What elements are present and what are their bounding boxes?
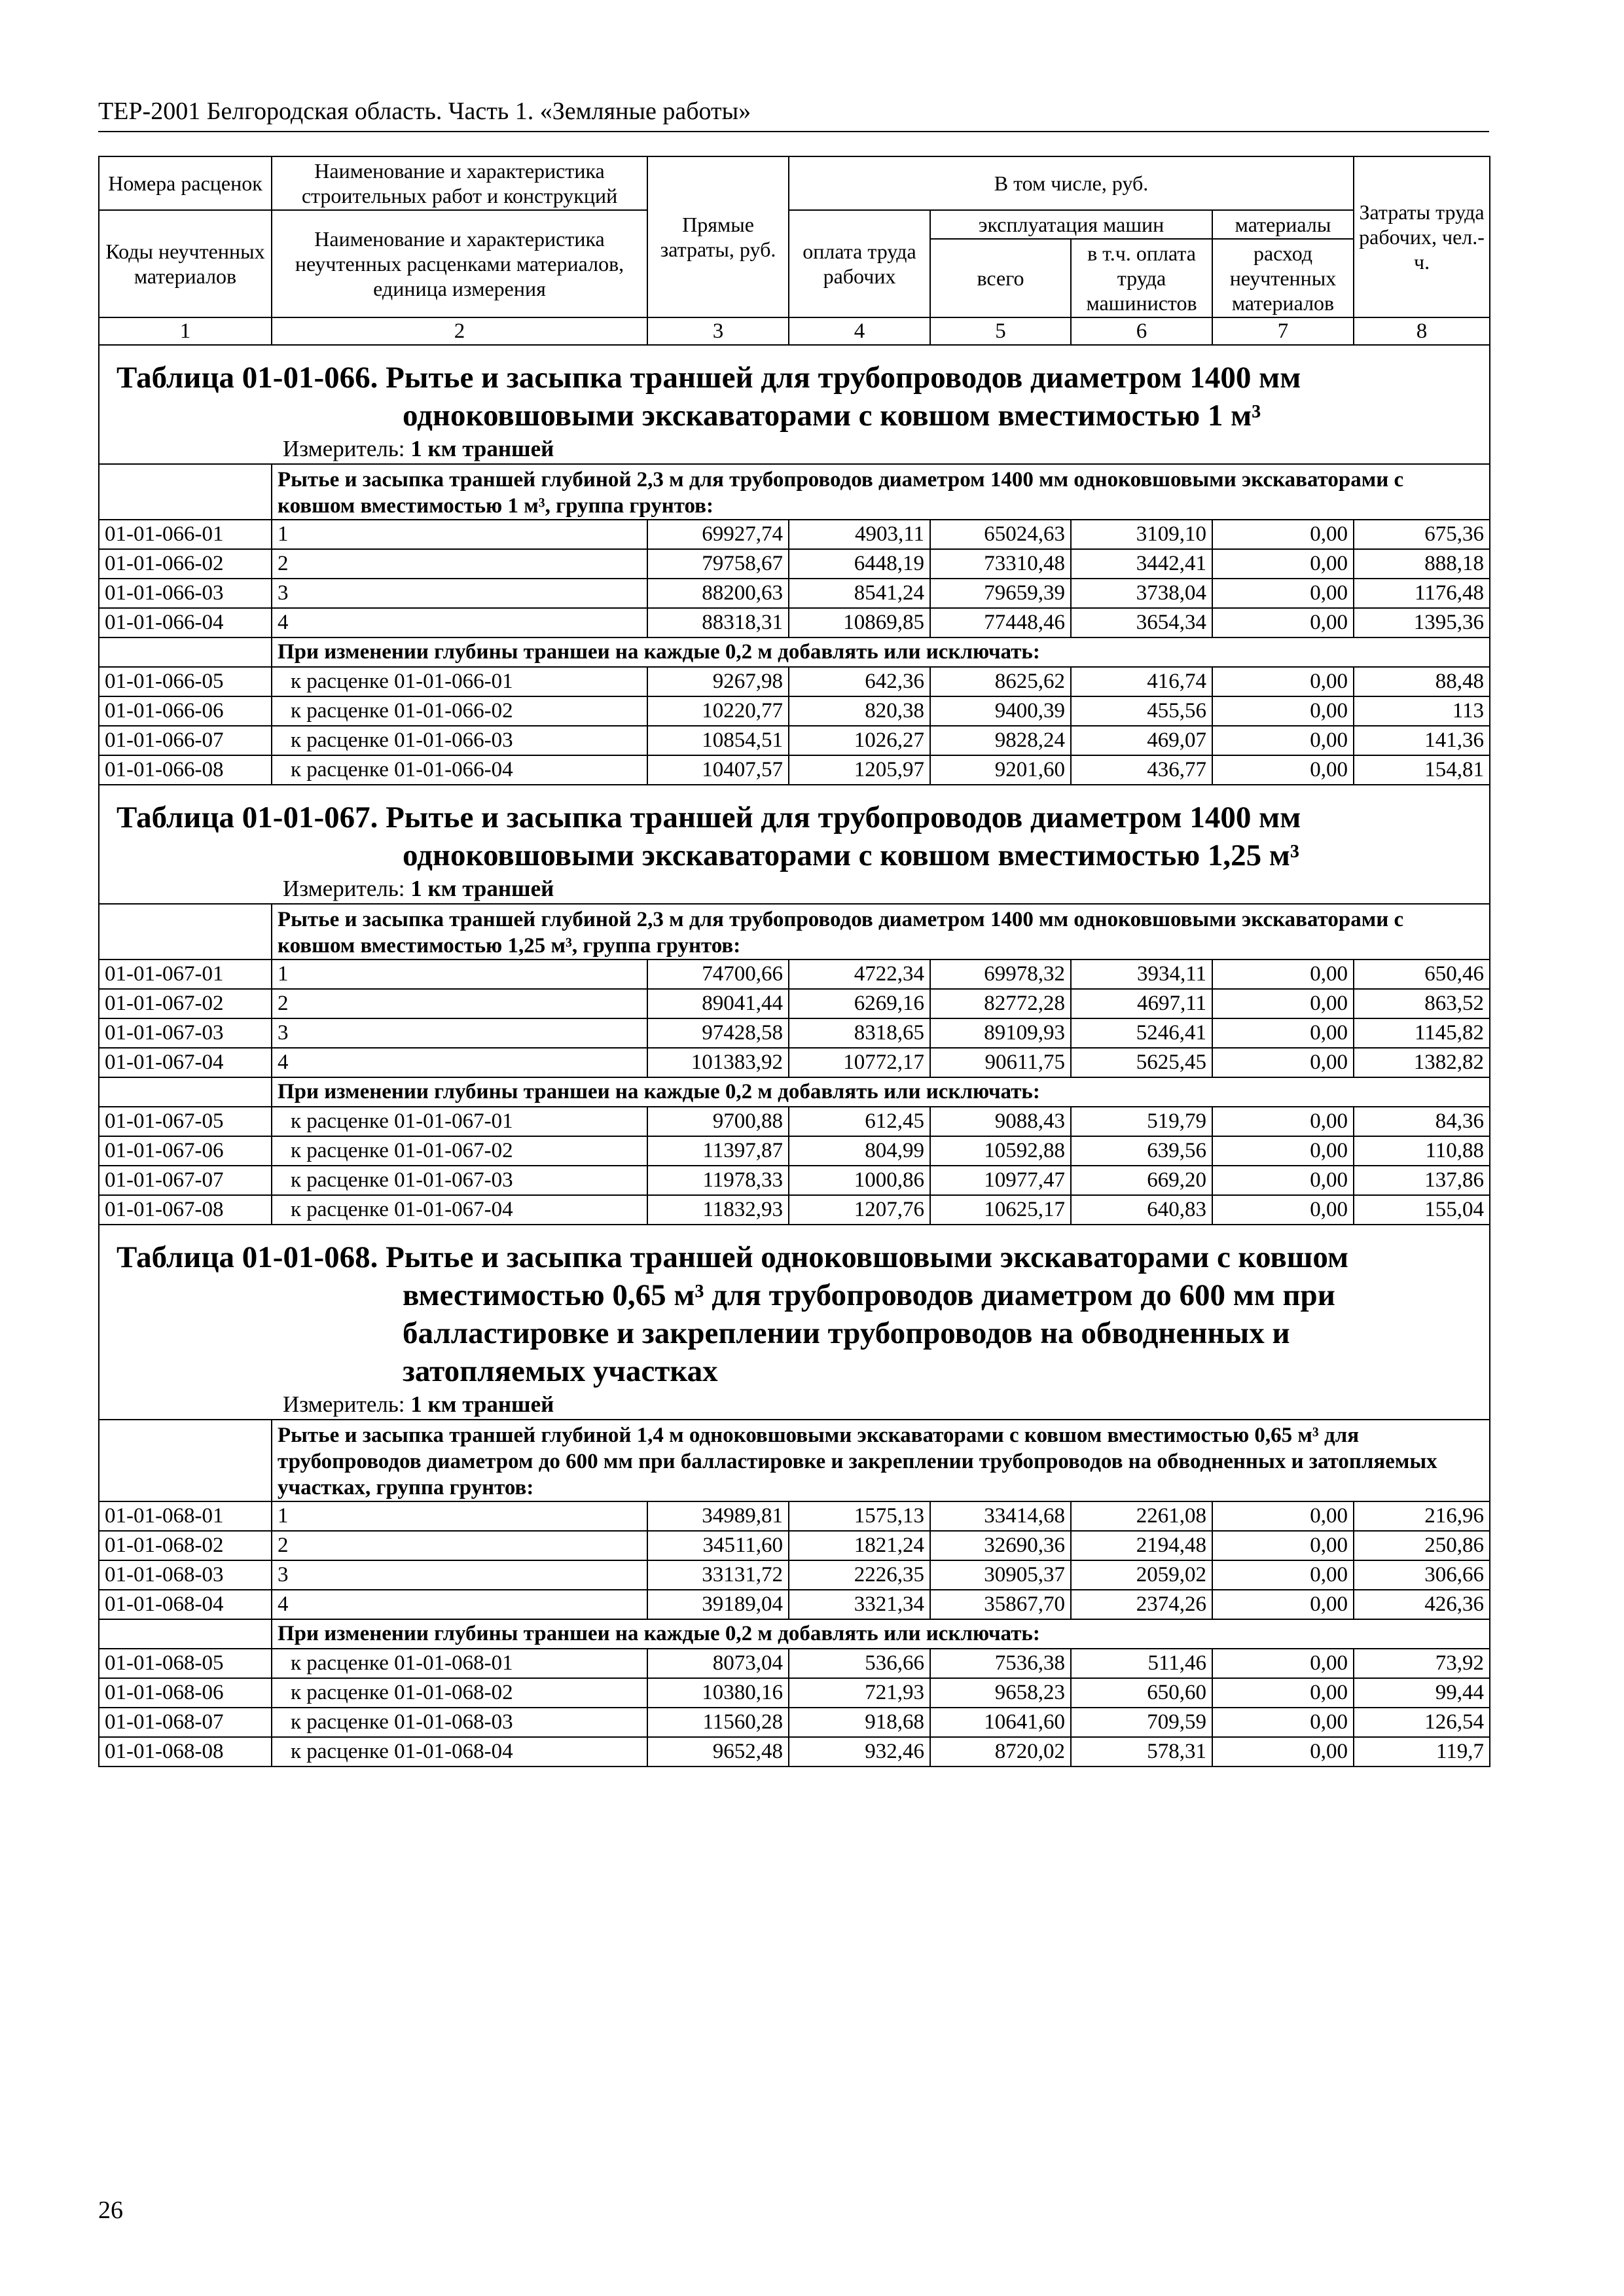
direct-costs: 34989,81 — [647, 1501, 789, 1531]
labor-pay: 10869,85 — [789, 608, 930, 637]
measure-row — [99, 435, 1490, 464]
labor-hours: 73,92 — [1354, 1649, 1490, 1678]
labor-hours: 141,36 — [1354, 726, 1490, 755]
machines-total: 69978,32 — [930, 960, 1071, 989]
column-number: 2 — [272, 317, 647, 345]
labor-hours: 216,96 — [1354, 1501, 1490, 1531]
machines-total: 10625,17 — [930, 1195, 1071, 1225]
column-number: 7 — [1212, 317, 1354, 345]
materials-use: 0,00 — [1212, 1107, 1354, 1136]
labor-hours: 113 — [1354, 696, 1490, 726]
materials-use: 0,00 — [1212, 755, 1354, 785]
materials-use: 0,00 — [1212, 1018, 1354, 1048]
machinist-pay: 709,59 — [1071, 1708, 1212, 1737]
labor-hours: 155,04 — [1354, 1195, 1490, 1225]
table-title-line: Рытье и засыпка траншей одноковшовыми экскаваторами с ковшом — [378, 1240, 1349, 1274]
machinist-pay: 5246,41 — [1071, 1018, 1212, 1048]
labor-hours: 1395,36 — [1354, 608, 1490, 637]
table-title-continuation: вместимостью 0,65 м³ для трубопроводов диаметром до 600 мм при — [403, 1278, 1335, 1312]
direct-costs: 89041,44 — [647, 989, 789, 1018]
rate-code: 01-01-066-03 — [99, 579, 272, 608]
header-row-1 — [99, 156, 1490, 210]
group-code-cell — [99, 464, 272, 520]
table-row — [99, 1737, 1490, 1767]
rate-code: 01-01-066-07 — [99, 726, 272, 755]
work-name: к расценке 01-01-066-01 — [272, 667, 647, 696]
direct-costs: 101383,92 — [647, 1048, 789, 1077]
table-row — [99, 960, 1490, 989]
labor-pay: 1575,13 — [789, 1501, 930, 1531]
table-row — [99, 1107, 1490, 1136]
labor-hours: 1176,48 — [1354, 579, 1490, 608]
table-number: Таблица 01-01-066. — [117, 361, 378, 395]
materials-use: 0,00 — [1212, 1649, 1354, 1678]
col5-header: всего — [930, 239, 1071, 317]
rate-code: 01-01-068-05 — [99, 1649, 272, 1678]
column-number: 5 — [930, 317, 1071, 345]
group-row — [99, 904, 1490, 960]
measure-value: 1 км траншей — [410, 1391, 554, 1417]
measure-value: 1 км траншей — [410, 876, 554, 901]
table-title-cell — [99, 1225, 1490, 1390]
work-name: к расценке 01-01-068-02 — [272, 1678, 647, 1708]
work-name: 1 — [272, 960, 647, 989]
materials-use: 0,00 — [1212, 1531, 1354, 1560]
materials-header: материалы — [1212, 210, 1354, 239]
materials-use: 0,00 — [1212, 960, 1354, 989]
work-name: к расценке 01-01-066-03 — [272, 726, 647, 755]
work-name: 1 — [272, 1501, 647, 1531]
column-number: 3 — [647, 317, 789, 345]
column-numbers-row — [99, 317, 1490, 345]
machinist-pay: 5625,45 — [1071, 1048, 1212, 1077]
labor-pay: 804,99 — [789, 1136, 930, 1166]
work-name: к расценке 01-01-068-04 — [272, 1737, 647, 1767]
direct-costs: 11978,33 — [647, 1166, 789, 1195]
depth-change-code-cell — [99, 1077, 272, 1107]
work-name: 1 — [272, 520, 647, 549]
labor-pay: 8541,24 — [789, 579, 930, 608]
depth-change-code-cell — [99, 637, 272, 667]
labor-hours: 126,54 — [1354, 1708, 1490, 1737]
materials-use: 0,00 — [1212, 579, 1354, 608]
labor-pay: 6448,19 — [789, 549, 930, 579]
direct-costs: 33131,72 — [647, 1560, 789, 1590]
direct-costs: 11832,93 — [647, 1195, 789, 1225]
machinist-pay: 511,46 — [1071, 1649, 1212, 1678]
measure-cell — [99, 1390, 1490, 1420]
machinist-pay: 416,74 — [1071, 667, 1212, 696]
labor-pay: 3321,34 — [789, 1590, 930, 1619]
direct-costs: 10407,57 — [647, 755, 789, 785]
machinist-pay: 455,56 — [1071, 696, 1212, 726]
table-row — [99, 1195, 1490, 1225]
col4-header: оплата труда рабочих — [789, 210, 930, 317]
measure-row — [99, 874, 1490, 904]
labor-hours: 306,66 — [1354, 1560, 1490, 1590]
direct-costs: 10220,77 — [647, 696, 789, 726]
machinist-pay: 3934,11 — [1071, 960, 1212, 989]
table-title-continuation: затопляемых участках — [403, 1354, 718, 1388]
column-number: 8 — [1354, 317, 1490, 345]
table-row — [99, 549, 1490, 579]
rate-code: 01-01-068-03 — [99, 1560, 272, 1590]
rate-code: 01-01-067-01 — [99, 960, 272, 989]
machinist-pay: 2374,26 — [1071, 1590, 1212, 1619]
labor-pay: 4903,11 — [789, 520, 930, 549]
direct-costs: 11560,28 — [647, 1708, 789, 1737]
direct-costs: 88318,31 — [647, 608, 789, 637]
machines-total: 9201,60 — [930, 755, 1071, 785]
table-number: Таблица 01-01-068. — [117, 1240, 378, 1274]
machines-total: 10592,88 — [930, 1136, 1071, 1166]
rate-code: 01-01-066-01 — [99, 520, 272, 549]
labor-hours: 84,36 — [1354, 1107, 1490, 1136]
work-name: 2 — [272, 1531, 647, 1560]
group-row — [99, 1420, 1490, 1501]
labor-hours: 110,88 — [1354, 1136, 1490, 1166]
table-row — [99, 1048, 1490, 1077]
machinist-pay: 2261,08 — [1071, 1501, 1212, 1531]
labor-pay: 10772,17 — [789, 1048, 930, 1077]
direct-costs: 9267,98 — [647, 667, 789, 696]
work-name: к расценке 01-01-066-04 — [272, 755, 647, 785]
machines-total: 9400,39 — [930, 696, 1071, 726]
measure-label: Измеритель: — [283, 1391, 411, 1417]
rate-code: 01-01-067-04 — [99, 1048, 272, 1077]
rate-code: 01-01-068-01 — [99, 1501, 272, 1531]
table-title-cell — [99, 345, 1490, 435]
labor-hours: 250,86 — [1354, 1531, 1490, 1560]
machines-total: 10641,60 — [930, 1708, 1071, 1737]
table-row — [99, 579, 1490, 608]
machines-total: 32690,36 — [930, 1531, 1071, 1560]
group-code-cell — [99, 904, 272, 960]
direct-costs: 34511,60 — [647, 1531, 789, 1560]
labor-hours: 1145,82 — [1354, 1018, 1490, 1048]
labor-hours: 863,52 — [1354, 989, 1490, 1018]
header-row-2 — [99, 210, 1490, 239]
labor-pay: 4722,34 — [789, 960, 930, 989]
machinist-pay: 2194,48 — [1071, 1531, 1212, 1560]
measure-label: Измеритель: — [283, 436, 411, 461]
table-title-cell — [99, 785, 1490, 874]
col2-top-header: Наименование и характеристика строительных работ и конструкций — [272, 156, 647, 210]
table-title-continuation: одноковшовыми экскаваторами с ковшом вместимостью 1,25 м³ — [403, 838, 1300, 872]
table-row — [99, 1501, 1490, 1531]
machines-total: 33414,68 — [930, 1501, 1071, 1531]
rate-code: 01-01-068-07 — [99, 1708, 272, 1737]
col8-header: Затраты труда рабочих, чел.-ч. — [1354, 156, 1490, 317]
table-row — [99, 1018, 1490, 1048]
table-row — [99, 1590, 1490, 1619]
table-row — [99, 989, 1490, 1018]
machinist-pay: 2059,02 — [1071, 1560, 1212, 1590]
materials-use: 0,00 — [1212, 1136, 1354, 1166]
materials-use: 0,00 — [1212, 726, 1354, 755]
machinist-pay: 519,79 — [1071, 1107, 1212, 1136]
materials-use: 0,00 — [1212, 1166, 1354, 1195]
materials-use: 0,00 — [1212, 1678, 1354, 1708]
depth-change-row — [99, 1619, 1490, 1649]
work-name: 3 — [272, 1018, 647, 1048]
table-row — [99, 608, 1490, 637]
materials-use: 0,00 — [1212, 1501, 1354, 1531]
rate-code: 01-01-068-08 — [99, 1737, 272, 1767]
in-total-header: В том числе, руб. — [789, 156, 1354, 210]
measure-label: Измеритель: — [283, 876, 411, 901]
table-title-continuation: одноковшовыми экскаваторами с ковшом вместимостью 1 м³ — [403, 399, 1261, 433]
machines-total: 9828,24 — [930, 726, 1071, 755]
col3-header: Прямые затраты, руб. — [647, 156, 789, 317]
machinist-pay: 3442,41 — [1071, 549, 1212, 579]
work-name: 3 — [272, 579, 647, 608]
materials-use: 0,00 — [1212, 608, 1354, 637]
work-name: 4 — [272, 608, 647, 637]
machinist-pay: 436,77 — [1071, 755, 1212, 785]
direct-costs: 88200,63 — [647, 579, 789, 608]
labor-hours: 675,36 — [1354, 520, 1490, 549]
materials-use: 0,00 — [1212, 1560, 1354, 1590]
table-number: Таблица 01-01-067. — [117, 800, 378, 834]
materials-use: 0,00 — [1212, 1708, 1354, 1737]
work-name: к расценке 01-01-066-02 — [272, 696, 647, 726]
rate-code: 01-01-066-04 — [99, 608, 272, 637]
machinist-pay: 469,07 — [1071, 726, 1212, 755]
labor-hours: 119,7 — [1354, 1737, 1490, 1767]
labor-hours: 426,36 — [1354, 1590, 1490, 1619]
depth-change-text: При изменении глубины траншеи на каждые 0,2 м добавлять или исключать: — [272, 1619, 1490, 1649]
running-title: ТЕР-2001 Белгородская область. Часть 1. «Земляные работы» — [98, 98, 751, 125]
work-name: к расценке 01-01-067-01 — [272, 1107, 647, 1136]
work-name: к расценке 01-01-067-02 — [272, 1136, 647, 1166]
machines-total: 10977,47 — [930, 1166, 1071, 1195]
rate-code: 01-01-066-05 — [99, 667, 272, 696]
group-row — [99, 464, 1490, 520]
labor-pay: 1821,24 — [789, 1531, 930, 1560]
col1-bottom-header: Коды неучтенных материалов — [99, 210, 272, 317]
direct-costs: 9700,88 — [647, 1107, 789, 1136]
labor-hours: 154,81 — [1354, 755, 1490, 785]
rate-code: 01-01-068-06 — [99, 1678, 272, 1708]
table-title-continuation: балластировке и закреплении трубопроводов на обводненных и — [403, 1316, 1290, 1350]
machines-total: 90611,75 — [930, 1048, 1071, 1077]
rate-code: 01-01-066-06 — [99, 696, 272, 726]
col2-bottom-header: Наименование и характеристика неучтенных расценками материалов, единица измерения — [272, 210, 647, 317]
group-text: Рытье и засыпка траншей глубиной 1,4 м одноковшовыми экскаваторами с ковшом вместимостью 0,65 м³ для трубопроводов диаметром до 600 мм при балластировке и закреплении трубопроводов на обводненных и затопляемых участках, группа грунтов: — [272, 1420, 1490, 1501]
rate-code: 01-01-067-07 — [99, 1166, 272, 1195]
rate-code: 01-01-066-08 — [99, 755, 272, 785]
work-name: 2 — [272, 549, 647, 579]
machines-total: 89109,93 — [930, 1018, 1071, 1048]
header-rule — [98, 131, 1489, 132]
labor-pay: 1000,86 — [789, 1166, 930, 1195]
machinist-pay: 4697,11 — [1071, 989, 1212, 1018]
col1-top-header: Номера расценок — [99, 156, 272, 210]
labor-pay: 1205,97 — [789, 755, 930, 785]
rate-code: 01-01-067-08 — [99, 1195, 272, 1225]
measure-cell — [99, 874, 1490, 904]
machinist-pay: 669,20 — [1071, 1166, 1212, 1195]
table-title-line: Рытье и засыпка траншей для трубопроводов диаметром 1400 мм — [378, 800, 1301, 834]
machines-total: 9088,43 — [930, 1107, 1071, 1136]
group-code-cell — [99, 1420, 272, 1501]
depth-change-row — [99, 1077, 1490, 1107]
labor-pay: 1207,76 — [789, 1195, 930, 1225]
machines-total: 9658,23 — [930, 1678, 1071, 1708]
depth-change-text: При изменении глубины траншеи на каждые 0,2 м добавлять или исключать: — [272, 1077, 1490, 1107]
labor-pay: 932,46 — [789, 1737, 930, 1767]
work-name: к расценке 01-01-067-03 — [272, 1166, 647, 1195]
table-row — [99, 1531, 1490, 1560]
direct-costs: 9652,48 — [647, 1737, 789, 1767]
table-title — [117, 1238, 1484, 1390]
table-row — [99, 1649, 1490, 1678]
table-row — [99, 520, 1490, 549]
direct-costs: 97428,58 — [647, 1018, 789, 1048]
materials-use: 0,00 — [1212, 989, 1354, 1018]
table-row — [99, 1708, 1490, 1737]
depth-change-code-cell — [99, 1619, 272, 1649]
table-row — [99, 696, 1490, 726]
column-number: 4 — [789, 317, 930, 345]
machines-total: 8625,62 — [930, 667, 1071, 696]
work-name: 2 — [272, 989, 647, 1018]
table-row — [99, 1678, 1490, 1708]
machines-total: 35867,70 — [930, 1590, 1071, 1619]
page-number: 26 — [98, 2197, 123, 2224]
table-title — [117, 359, 1484, 435]
depth-change-text: При изменении глубины траншеи на каждые 0,2 м добавлять или исключать: — [272, 637, 1490, 667]
materials-use: 0,00 — [1212, 696, 1354, 726]
rate-code: 01-01-067-03 — [99, 1018, 272, 1048]
table-row — [99, 667, 1490, 696]
labor-pay: 642,36 — [789, 667, 930, 696]
labor-pay: 918,68 — [789, 1708, 930, 1737]
rate-code: 01-01-066-02 — [99, 549, 272, 579]
direct-costs: 10854,51 — [647, 726, 789, 755]
table-title-row — [99, 345, 1490, 435]
materials-use: 0,00 — [1212, 1590, 1354, 1619]
work-name: к расценке 01-01-067-04 — [272, 1195, 647, 1225]
labor-pay: 1026,27 — [789, 726, 930, 755]
depth-change-row — [99, 637, 1490, 667]
machinist-pay: 3654,34 — [1071, 608, 1212, 637]
table-row — [99, 1166, 1490, 1195]
machines-header: эксплуатация машин — [930, 210, 1212, 239]
group-text: Рытье и засыпка траншей глубиной 2,3 м для трубопроводов диаметром 1400 мм одноковшовыми экскаваторами с ковшом вместимостью 1,25 м³, группа грунтов: — [272, 904, 1490, 960]
work-name: 4 — [272, 1048, 647, 1077]
direct-costs: 8073,04 — [647, 1649, 789, 1678]
direct-costs: 11397,87 — [647, 1136, 789, 1166]
machines-total: 79659,39 — [930, 579, 1071, 608]
rate-code: 01-01-068-02 — [99, 1531, 272, 1560]
work-name: к расценке 01-01-068-03 — [272, 1708, 647, 1737]
table-title-row — [99, 1225, 1490, 1390]
materials-use: 0,00 — [1212, 667, 1354, 696]
labor-hours: 1382,82 — [1354, 1048, 1490, 1077]
labor-pay: 6269,16 — [789, 989, 930, 1018]
col6-header: в т.ч. оплата труда машинистов — [1071, 239, 1212, 317]
rate-code: 01-01-068-04 — [99, 1590, 272, 1619]
labor-hours: 99,44 — [1354, 1678, 1490, 1708]
labor-hours: 650,46 — [1354, 960, 1490, 989]
machines-total: 77448,46 — [930, 608, 1071, 637]
labor-hours: 88,48 — [1354, 667, 1490, 696]
materials-use: 0,00 — [1212, 1195, 1354, 1225]
table-title-row — [99, 785, 1490, 874]
machines-total: 65024,63 — [930, 520, 1071, 549]
direct-costs: 39189,04 — [647, 1590, 789, 1619]
measure-cell — [99, 435, 1490, 464]
machines-total: 73310,48 — [930, 549, 1071, 579]
machinist-pay: 650,60 — [1071, 1678, 1212, 1708]
materials-use: 0,00 — [1212, 520, 1354, 549]
labor-pay: 536,66 — [789, 1649, 930, 1678]
table-row — [99, 1560, 1490, 1590]
machinist-pay: 578,31 — [1071, 1737, 1212, 1767]
machinist-pay: 639,56 — [1071, 1136, 1212, 1166]
table-row — [99, 726, 1490, 755]
group-text: Рытье и засыпка траншей глубиной 2,3 м для трубопроводов диаметром 1400 мм одноковшовыми экскаваторами с ковшом вместимостью 1 м³, группа грунтов: — [272, 464, 1490, 520]
labor-pay: 721,93 — [789, 1678, 930, 1708]
column-number: 1 — [99, 317, 272, 345]
col7-header: расход неучтенных материалов — [1212, 239, 1354, 317]
labor-pay: 612,45 — [789, 1107, 930, 1136]
machinist-pay: 3738,04 — [1071, 579, 1212, 608]
labor-hours: 888,18 — [1354, 549, 1490, 579]
column-number: 6 — [1071, 317, 1212, 345]
labor-pay: 2226,35 — [789, 1560, 930, 1590]
measure-value: 1 км траншей — [410, 436, 554, 461]
labor-pay: 8318,65 — [789, 1018, 930, 1048]
materials-use: 0,00 — [1212, 1048, 1354, 1077]
materials-use: 0,00 — [1212, 549, 1354, 579]
materials-use: 0,00 — [1212, 1737, 1354, 1767]
machinist-pay: 3109,10 — [1071, 520, 1212, 549]
work-name: 3 — [272, 1560, 647, 1590]
machines-total: 8720,02 — [930, 1737, 1071, 1767]
work-name: к расценке 01-01-068-01 — [272, 1649, 647, 1678]
measure-row — [99, 1390, 1490, 1420]
labor-hours: 137,86 — [1354, 1166, 1490, 1195]
machines-total: 7536,38 — [930, 1649, 1071, 1678]
direct-costs: 74700,66 — [647, 960, 789, 989]
table-row — [99, 1136, 1490, 1166]
table-row — [99, 755, 1490, 785]
labor-pay: 820,38 — [789, 696, 930, 726]
rate-code: 01-01-067-02 — [99, 989, 272, 1018]
machines-total: 82772,28 — [930, 989, 1071, 1018]
table-title-line: Рытье и засыпка траншей для трубопроводов диаметром 1400 мм — [378, 361, 1301, 395]
rate-code: 01-01-067-05 — [99, 1107, 272, 1136]
machines-total: 30905,37 — [930, 1560, 1071, 1590]
direct-costs: 79758,67 — [647, 549, 789, 579]
table-title — [117, 798, 1484, 874]
direct-costs: 10380,16 — [647, 1678, 789, 1708]
rate-code: 01-01-067-06 — [99, 1136, 272, 1166]
work-name: 4 — [272, 1590, 647, 1619]
machinist-pay: 640,83 — [1071, 1195, 1212, 1225]
direct-costs: 69927,74 — [647, 520, 789, 549]
price-table — [98, 156, 1490, 1767]
